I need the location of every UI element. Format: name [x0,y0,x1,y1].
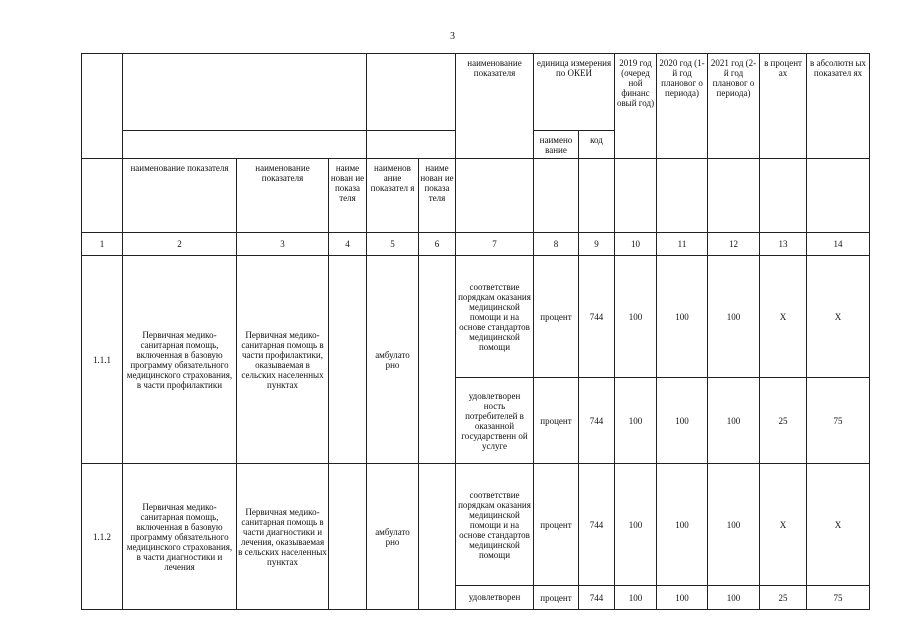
value-2019: 100 [615,586,657,610]
header-year-2019: 2019 год (очеред ной финанс овый год) [615,54,657,159]
row-id: 1.1.1 [82,256,123,464]
indicator-name: соответствие порядкам оказания медицинской помощи и на основе стандартов медицинской помощи [456,464,534,586]
header-blank-cell [82,54,123,159]
indicator-code: 744 [579,256,615,378]
indicator-unit: процент [534,256,579,378]
value-2021: 100 [708,378,760,464]
service-form: амбулато рно [367,464,419,610]
empty-cell [329,464,367,610]
value-2019: 100 [615,256,657,378]
header-row-1 [82,54,870,131]
deviation-percent: Х [760,464,807,586]
deviation-percent: Х [760,256,807,378]
header-sub-5: наиме нован ие показа теля [419,159,456,233]
header-blank-cell [708,159,760,233]
column-number: 9 [579,233,615,256]
header-unit-okei: единица измерения по ОКЕИ [534,54,615,131]
header-blank-cell [807,159,870,233]
value-2021: 100 [708,464,760,586]
header-deviation-absolute: в абсолютн ых показател ях [807,54,870,159]
table-row [82,464,870,586]
header-blank-group [123,54,367,131]
column-number-row [82,233,870,256]
column-number: 4 [329,233,367,256]
header-blank-cell [615,159,657,233]
row-id: 1.1.2 [82,464,123,610]
indicator-code: 744 [579,586,615,610]
header-blank-group [367,131,456,159]
deviation-absolute: 75 [807,378,870,464]
service-kind: Первичная медико-санитарная помощь в части профилактики, оказываемая в сельских населенных пунктах [237,256,329,464]
header-blank-group [367,54,456,131]
value-2020: 100 [657,464,708,586]
service-kind: Первичная медико-санитарная помощь в части диагностики и лечения, оказываемая в сельских населенных пунктах [237,464,329,610]
header-sub-3: наиме нован ие показа теля [329,159,367,233]
column-number: 14 [807,233,870,256]
indicator-name: удовлетворен ность потребителей в оказанной государственн ой услуге [456,378,534,464]
indicator-name: соответствие порядкам оказания медицинской помощи и на основе стандартов медицинской помощи [456,256,534,378]
indicator-unit: процент [534,378,579,464]
indicator-code: 744 [579,378,615,464]
column-number: 3 [237,233,329,256]
value-2019: 100 [615,378,657,464]
header-sub-1: наименование показателя [123,159,237,233]
deviation-absolute: 75 [807,586,870,610]
header-sub-4: наименов ание показател я [367,159,419,233]
indicator-table [81,53,870,610]
indicator-name-text: удовлетворен [468,591,521,602]
page-number: 3 [450,31,455,42]
service-form: амбулато рно [367,256,419,464]
value-2020: 100 [657,378,708,464]
column-number: 5 [367,233,419,256]
header-year-2021: 2021 год (2-й год плановог о периода) [708,54,760,159]
value-2021: 100 [708,256,760,378]
value-2020: 100 [657,256,708,378]
indicator-unit: процент [534,464,579,586]
value-2021: 100 [708,586,760,610]
header-blank-cell [534,159,579,233]
header-blank-cell [760,159,807,233]
column-number: 13 [760,233,807,256]
service-name: Первичная медико-санитарная помощь, включенная в базовую программу обязательного медицинского страхования, в части диагностики и лечения [123,464,237,610]
column-number: 7 [456,233,534,256]
header-blank-cell [657,159,708,233]
deviation-absolute: Х [807,464,870,586]
value-2020: 100 [657,586,708,610]
column-number: 2 [123,233,237,256]
header-blank-group [123,131,367,159]
deviation-absolute: Х [807,256,870,378]
indicator-unit: процент [534,586,579,610]
column-number: 8 [534,233,579,256]
header-blank-cell [82,159,123,233]
header-blank-cell [456,159,534,233]
header-year-2020: 2020 год (1-й год плановог о периода) [657,54,708,159]
column-number: 10 [615,233,657,256]
header-unit-code: код [579,131,615,159]
header-deviation-percent: в процент ах [760,54,807,159]
header-indicator-name: наименование показателя [456,54,534,159]
header-unit-name: наимено вание [534,131,579,159]
deviation-percent: 25 [760,378,807,464]
value-2019: 100 [615,464,657,586]
indicator-code: 744 [579,464,615,586]
empty-cell [419,256,456,464]
empty-cell [329,256,367,464]
header-blank-cell [579,159,615,233]
column-number: 6 [419,233,456,256]
indicator-name [456,586,534,610]
empty-cell [419,464,456,610]
header-sub-2: наименование показателя [237,159,329,233]
table-row [82,256,870,378]
header-row-2 [82,159,870,233]
column-number: 1 [82,233,123,256]
service-name: Первичная медико-санитарная помощь, включенная в базовую программу обязательного медицинского страхования, в части профилактики [123,256,237,464]
column-number: 11 [657,233,708,256]
deviation-percent: 25 [760,586,807,610]
column-number: 12 [708,233,760,256]
